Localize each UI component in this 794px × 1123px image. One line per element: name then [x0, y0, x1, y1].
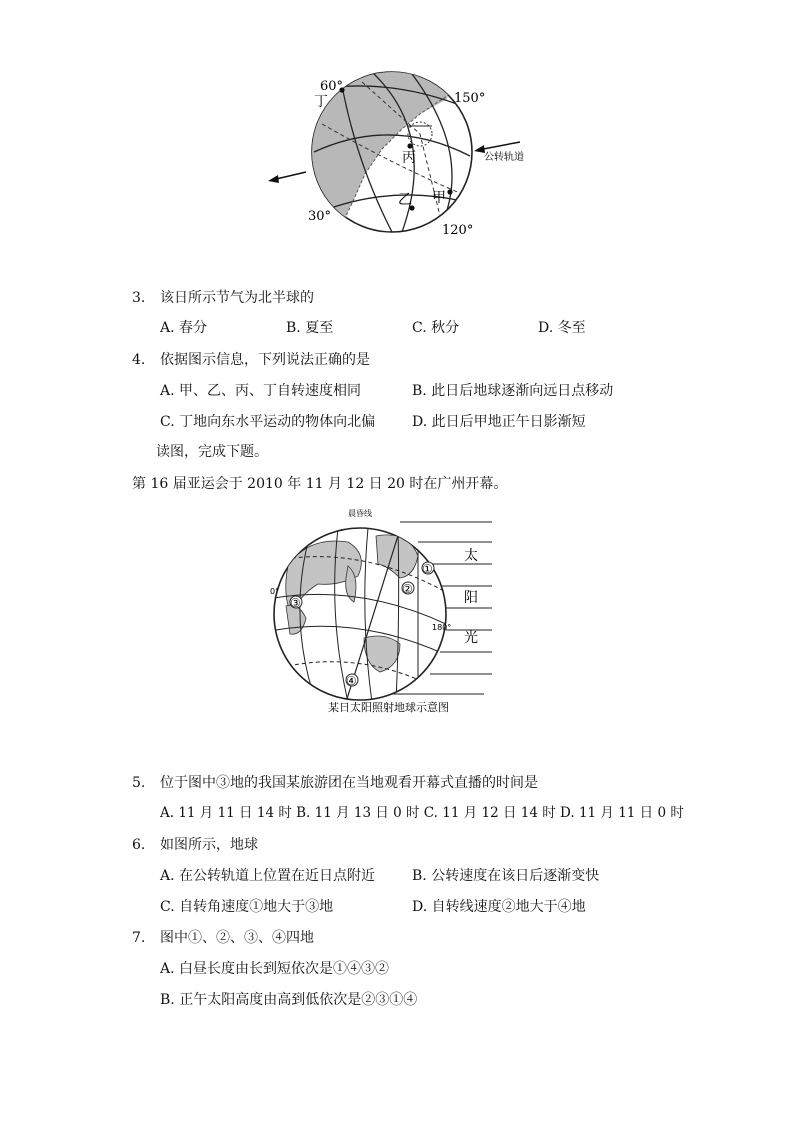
question-6-option-c[interactable]: C. 自转角速度①地大于③地: [160, 899, 334, 915]
globe-orbit-figure: [262, 64, 534, 244]
question-6-option-a[interactable]: A. 在公转轨道上位置在近日点附近: [160, 868, 376, 884]
question-3-option-c[interactable]: C. 秋分: [412, 320, 460, 336]
question-4-option-b[interactable]: B. 此日后地球逐渐向远日点移动: [412, 383, 614, 399]
point-jia: [447, 189, 452, 194]
label-bing: 丙: [402, 150, 416, 166]
point-bing: [407, 143, 412, 148]
question-4-stem: 依据图示信息，下列说法正确的是: [160, 352, 370, 368]
label-sun-1: 太: [464, 548, 478, 564]
question-7-option-a[interactable]: A. 白昼长度由长到短依次是①④③②: [160, 961, 390, 977]
intro-instruction: 读图，完成下题。: [156, 444, 268, 460]
label-lat30: 30°: [308, 209, 332, 224]
label-point-4: ④: [346, 674, 357, 688]
label-yi: 乙: [398, 192, 412, 208]
label-lon150: 150°: [454, 91, 486, 106]
label-lon0: 0°: [270, 587, 280, 596]
label-top: 晨昏线: [348, 509, 372, 518]
question-7-number: 7.: [132, 930, 146, 946]
question-5-number: 5.: [132, 775, 146, 791]
label-lon180: 180°: [432, 623, 452, 632]
question-6-option-d[interactable]: D. 自转线速度②地大于④地: [412, 899, 586, 915]
question-4-option-a[interactable]: A. 甲、乙、丙、丁自转速度相同: [160, 383, 362, 399]
question-4-option-d[interactable]: D. 此日后甲地正午日影渐短: [412, 414, 586, 430]
intro-context: 第 16 届亚运会于 2010 年 11 月 12 日 20 时在广州开幕。: [132, 476, 508, 492]
question-5-options[interactable]: A. 11 月 11 日 14 时 B. 11 月 13 日 0 时 C. 11 月 12 日 14 时 D. 11 月 11 日 0 时: [160, 805, 684, 821]
question-6-option-b[interactable]: B. 公转速度在该日后逐渐变快: [412, 868, 600, 884]
question-3-option-b[interactable]: B. 夏至: [286, 320, 334, 336]
label-ding: 丁: [314, 94, 328, 110]
label-point-3: ③: [290, 596, 301, 610]
question-7-option-b[interactable]: B. 正午太阳高度由高到低依次是②③①④: [160, 992, 418, 1008]
question-4-option-c[interactable]: C. 丁地向东水平运动的物体向北偏: [160, 414, 376, 430]
question-3-option-a[interactable]: A. 春分: [160, 320, 208, 336]
sunlight-globe-figure: [268, 506, 498, 716]
label-point-1: ①: [422, 562, 433, 576]
label-jia: 甲: [432, 190, 446, 206]
label-sun-3: 光: [464, 630, 478, 646]
question-3-stem: 该日所示节气为北半球的: [160, 290, 314, 306]
figure2-caption: 某日太阳照射地球示意图: [328, 701, 449, 714]
question-7-stem: 图中①、②、③、④四地: [160, 930, 314, 946]
label-point-2: ②: [402, 582, 413, 596]
question-4-number: 4.: [132, 352, 146, 368]
question-6-stem: 如图所示，地球: [160, 837, 258, 853]
label-sun-2: 阳: [464, 590, 478, 606]
question-3-number: 3.: [132, 290, 146, 306]
label-lat60: 60°: [320, 79, 344, 94]
question-5-stem: 位于图中③地的我国某旅游团在当地观看开幕式直播的时间是: [160, 775, 538, 791]
label-lon120: 120°: [442, 223, 474, 238]
question-3-option-d[interactable]: D. 冬至: [538, 320, 586, 336]
arrow-left-icon: [268, 175, 279, 183]
question-6-number: 6.: [132, 837, 146, 853]
label-orbit: 公转轨道: [484, 152, 524, 163]
